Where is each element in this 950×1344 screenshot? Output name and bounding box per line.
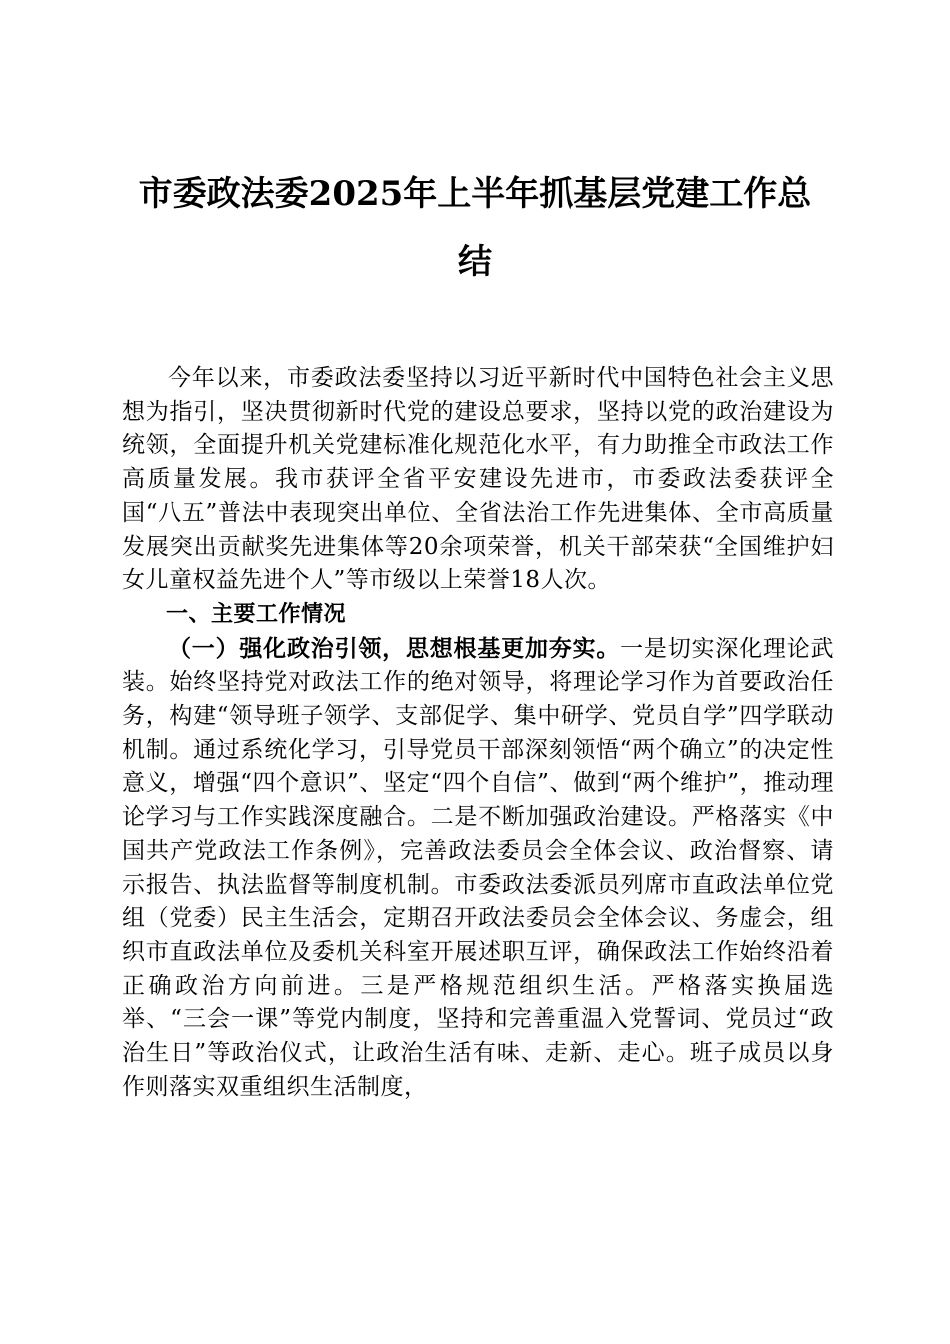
section-heading-main-work: 一、主要工作情况	[166, 601, 347, 627]
document-body	[122, 362, 834, 1104]
document-title-line-1: 市委政法委2025年上半年抓基层党建工作总	[138, 174, 812, 214]
section-paragraph-political-guidance	[122, 632, 834, 1105]
paragraph-lead-heading: （一）强化政治引领，思想根基更加夯实。	[168, 634, 621, 662]
paragraph-body-text: 一是切实深化理论武装。始终坚持党对政法工作的绝对领导，将理论学习作为首要政治任务，构建“领导班子领学、支部促学、集中研学、党员自学”四学联动机制。通过系统化学习，引导党员干部深刻领悟“两个确立”的决定性意义，增强“四个意识”、坚定“四个自信”、做到“两个维护”，推动理论学习与工作实践深度融合。二是不断加强政治建设。严格落实《中国共产党政法工作条例》，完善政法委员会全体会议、政治督察、请示报告、执法监督等制度机制。市委政法委派员列席市直政法单位党组（党委）民主生活会，定期召开政法委员会全体会议、务虚会，组织市直政法单位及委机关科室开展述职互评，确保政法工作始终沿着正确政治方向前进。三是严格规范组织生活。严格落实换届选举、“三会一课”等党内制度，坚持和完善重温入党誓词、党员过“政治生日”等政治仪式，让政治生活有味、走新、走心。班子成员以身作则落实双重组织生活制度，	[122, 635, 835, 1100]
document-title-line-2: 结	[458, 242, 492, 282]
intro-paragraph: 今年以来，市委政法委坚持以习近平新时代中国特色社会主义思想为指引，坚决贯彻新时代党的建设总要求，坚持以党的政治建设为统领，全面提升机关党建标准化规范化水平，有力助推全市政法工作高质量发展。我市获评全省平安建设先进市，市委政法委获评全国“八五”普法中表现突出单位、全省法治工作先进集体、全市高质量发展突出贡献奖先进集体等20余项荣誉，机关干部荣获“全国维护妇女儿童权益先进个人”等市级以上荣誉18人次。	[122, 365, 834, 594]
